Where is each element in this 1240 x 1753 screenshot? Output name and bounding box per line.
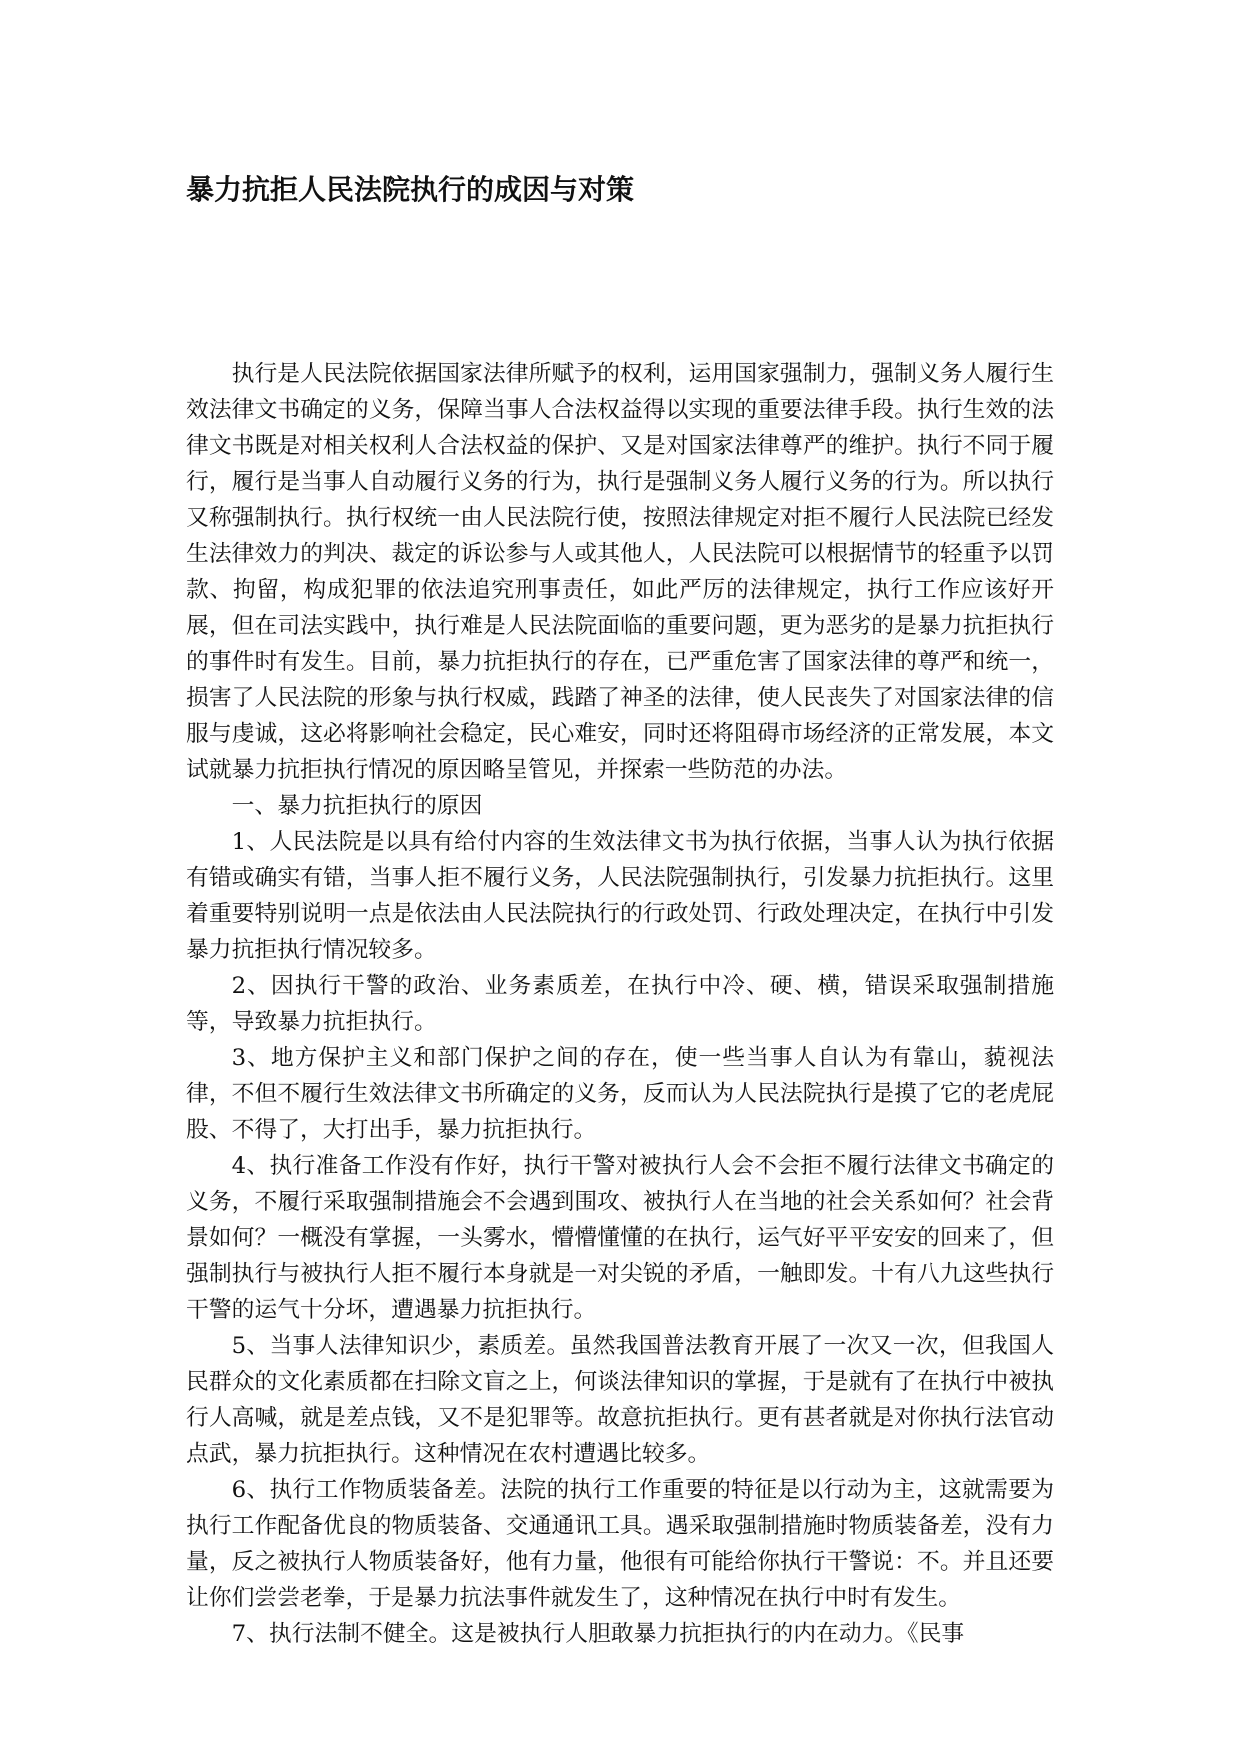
paragraph-cause-2: 2、因执行干警的政治、业务素质差，在执行中冷、硬、横，错误采取强制措施等，导致暴力抗拒执行。: [186, 973, 1054, 1035]
section-heading-causes: 一、暴力抗拒执行的原因: [231, 793, 483, 819]
paragraph-cause-4: 4、执行准备工作没有作好，执行干警对被执行人会不会拒不履行法律文书确定的义务，不履行采取强制措施会不会遇到围攻、被执行人在当地的社会关系如何？社会背景如何？一概没有掌握，一头雾水，懵懵懂懂的在执行，运气好平平安安的回来了，但强制执行与被执行人拒不履行本身就是一对尖锐的矛盾，一触即发。十有八九这些执行干警的运气十分坏，遭遇暴力抗拒执行。: [186, 1153, 1054, 1323]
paragraph-cause-6: 6、执行工作物质装备差。法院的执行工作重要的特征是以行动为主，这就需要为执行工作配备优良的物质装备、交通通讯工具。遇采取强制措施时物质装备差，没有力量，反之被执行人物质装备好，他有力量，他很有可能给你执行干警说：不。并且还要让你们尝尝老拳，于是暴力抗法事件就发生了，这种情况在执行中时有发生。: [186, 1477, 1054, 1611]
paragraph-cause-3: 3、地方保护主义和部门保护之间的存在，使一些当事人自认为有靠山，藐视法律，不但不履行生效法律文书所确定的义务，反而认为人民法院执行是摸了它的老虎屁股、不得了，大打出手，暴力抗拒执行。: [186, 1045, 1054, 1143]
document-body: [186, 356, 1054, 1652]
paragraph-intro: 执行是人民法院依据国家法律所赋予的权利，运用国家强制力，强制义务人履行生效法律文书确定的义务，保障当事人合法权益得以实现的重要法律手段。执行生效的法律文书既是对相关权利人合法权益的保护、又是对国家法律尊严的维护。执行不同于履行，履行是当事人自动履行义务的行为，执行是强制义务人履行义务的行为。所以执行又称强制执行。执行权统一由人民法院行使，按照法律规定对拒不履行人民法院已经发生法律效力的判决、裁定的诉讼参与人或其他人，人民法院可以根据情节的轻重予以罚款、拘留，构成犯罪的依法追究刑事责任，如此严厉的法律规定，执行工作应该好开展，但在司法实践中，执行难是人民法院面临的重要问题，更为恶劣的是暴力抗拒执行的事件时有发生。目前，暴力抗拒执行的存在，已严重危害了国家法律的尊严和统一，损害了人民法院的形象与执行权威，践踏了神圣的法律，使人民丧失了对国家法律的信服与虔诚，这必将影响社会稳定，民心难安，同时还将阻碍市场经济的正常发展，本文试就暴力抗拒执行情况的原因略呈管见，并探索一些防范的办法。: [186, 361, 1054, 783]
document-title: 暴力抗拒人民法院执行的成因与对策: [186, 173, 635, 206]
paragraph-cause-7: 7、执行法制不健全。这是被执行人胆敢暴力抗拒执行的内在动力。《民事: [231, 1621, 965, 1647]
paragraph-cause-1: 1、人民法院是以具有给付内容的生效法律文书为执行依据，当事人认为执行依据有错或确实有错，当事人拒不履行义务，人民法院强制执行，引发暴力抗拒执行。这里着重要特别说明一点是依法由人民法院执行的行政处罚、行政处理决定，在执行中引发暴力抗拒执行情况较多。: [186, 829, 1054, 963]
paragraph-cause-5: 5、当事人法律知识少，素质差。虽然我国普法教育开展了一次又一次，但我国人民群众的文化素质都在扫除文盲之上，何谈法律知识的掌握，于是就有了在执行中被执行人高喊，就是差点钱，又不是犯罪等。故意抗拒执行。更有甚者就是对你执行法官动点武，暴力抗拒执行。这种情况在农村遭遇比较多。: [186, 1333, 1054, 1467]
